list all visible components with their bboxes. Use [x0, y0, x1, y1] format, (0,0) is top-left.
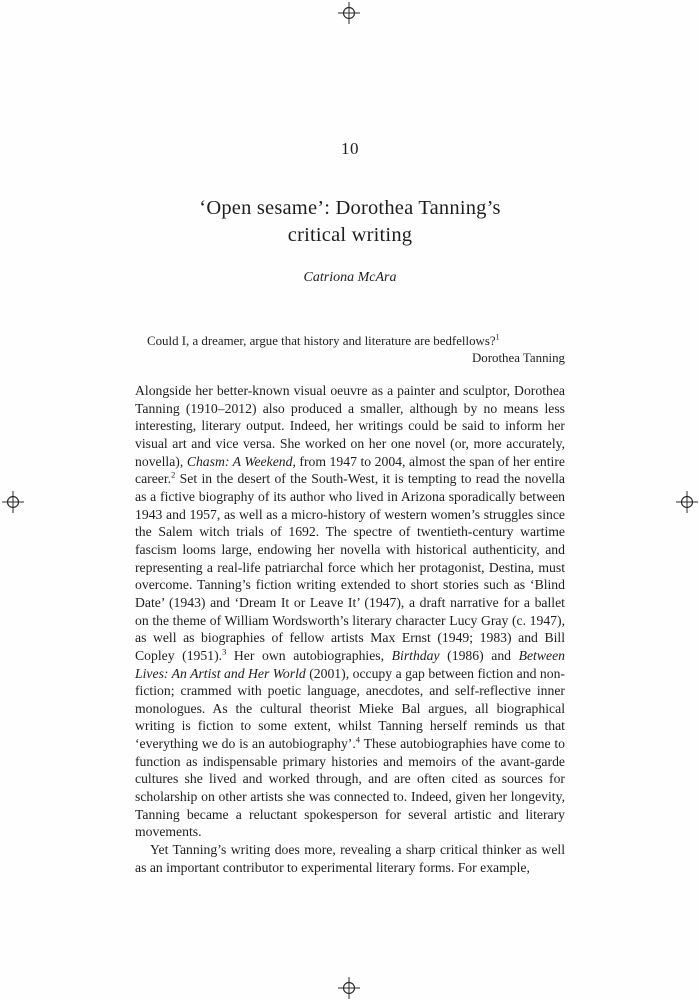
- registration-mark-icon: [2, 491, 24, 513]
- epigraph: [135, 333, 565, 367]
- chapter-title: [135, 195, 565, 249]
- registration-mark-icon: [338, 977, 360, 999]
- body-paragraph: Alongside her better-known visual oeuvre as a painter and sculptor, Dorothea Tanning (1910–2012) also produced a smaller, although by no means less interesting, literary output. Indeed, her writings could be said to inform her visual art and vice versa. She worked on her one novel (or, more accurately, novella), Chasm: A Weekend, from 1947 to 2004, almost the span of her entire career.$^2$ Set in the desert of the South-West, it is tempting to read the novella as a fictive biography of its author who lived in Arizona sporadically between 1943 and 1957, as well as a micro-history of western women’s struggles since the Salem witch trials of 1692. The spectre of twentieth-century wartime fascism looms large, endowing her novella with historical authenticity, and representing a real-life patriarchal force which her protagonist, Destina, must overcome. Tanning’s fiction writing extended to short stories such as ‘Blind Date’ (1943) and ‘Dream It or Leave It’ (1947), a draft narrative for a ballet on the theme of William Wordsworth’s literary character Lucy Gray (c. 1947), as well as biographies of fellow artists Max Ernst (1949; 1983) and Bill Copley (1951).$^3$ Her own autobiographies, Birthday (1986) and Between Lives: An Artist and Her World (2001), occupy a gap between fiction and non-fiction; crammed with poetic language, anecdotes, and self-reflective inner monologues. As the cultural theorist Mieke Bal argues, all biographical writing is fiction to some extent, whilst Tanning herself reminds us that ‘everything we do is an autobiography’.$^4$ These autobiographies have come to function as indispensable primary histories and memoirs of the avant-garde cultures she lived and worked through, and are often cited as sources for scholarship on other artists she was connected to. Indeed, given her longevity, Tanning became a reluctant spokesperson for several artistic and literary movements.: [135, 383, 565, 840]
- body-paragraph: Yet Tanning’s writing does more, revealing a sharp critical thinker as well as an important contributor to experimental literary forms. For example,: [135, 842, 565, 875]
- epigraph-quote: Could I, a dreamer, argue that history and literature are bedfellows?$^1$: [147, 332, 500, 348]
- chapter-number: 10: [341, 139, 359, 158]
- author-name: Catriona McAra: [303, 270, 397, 285]
- chapter-title-line2: critical writing: [287, 224, 413, 246]
- registration-mark-icon: [676, 491, 698, 513]
- page-content: [135, 0, 565, 876]
- epigraph-attribution: Dorothea Tanning: [471, 351, 565, 365]
- chapter-title-line1: ‘Open sesame’: Dorothea Tanning’s: [199, 197, 501, 219]
- body-text: [135, 382, 565, 876]
